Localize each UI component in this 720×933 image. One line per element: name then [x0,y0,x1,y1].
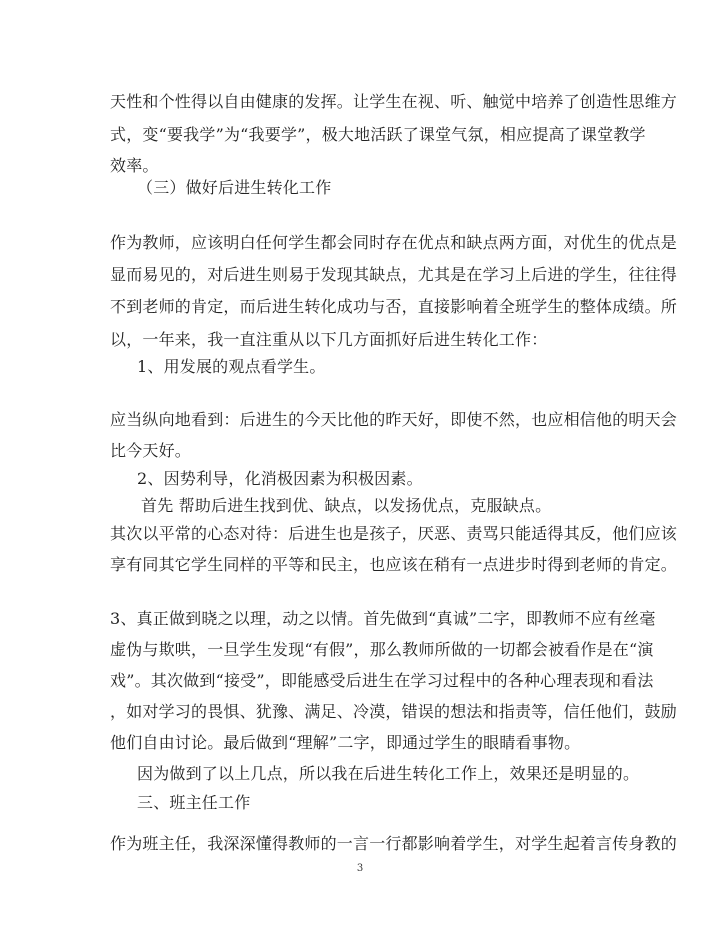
text-line: 效率。 [110,156,159,175]
text-line: 虚伪与欺哄，一旦学生发现“有假”，那么教师所做的一切都会被看作是在“演 [110,640,654,659]
text-line: 式，变“要我学”为“我要学”，极大地活跃了课堂气氛，相应提高了课堂教学 [110,125,646,144]
text-line: 其次以平常的心态对待：后进生也是孩子，厌恶、责骂只能适得其反，他们应该 [110,524,678,543]
text-line: 因为做到了以上几点，所以我在后进生转化工作上，效果还是明显的。 [137,764,640,783]
list-item-heading: 1、用发展的观点看学生。 [137,357,326,376]
text-line: ，如对学习的畏惧、犹豫、满足、冷漠，错误的想法和指责等，信任他们，鼓励 [110,702,678,721]
text-line: 3、真正做到晓之以理，动之以情。首先做到“真诚”二字，即教师不应有丝毫 [110,609,656,628]
text-line: 应当纵向地看到：后进生的今天比他的昨天好，即使不然，也应相信他的明天会 [110,410,678,429]
page-number: 3 [356,863,364,874]
text-line: 他们自由讨论。最后做到“理解”二字，即通过学生的眼睛看事物。 [110,733,581,752]
text-line: 显而易见的，对后进生则易于发现其缺点，尤其是在学习上后进的学生，往往得 [110,265,678,284]
text-line: 作为教师，应该明白任何学生都会同时存在优点和缺点两方面，对优生的优点是 [110,233,678,252]
text-line: 以，一年来，我一直注重从以下几方面抓好后进生转化工作： [110,330,548,349]
text-line: 作为班主任，我深深懂得教师的一言一行都影响着学生，对学生起着言传身教的 [110,834,678,853]
text-line: 天性和个性得以自由健康的发挥。让学生在视、听、触觉中培养了创造性思维方 [110,92,678,111]
section-heading: （三）做好后进生转化工作 [137,178,332,197]
section-heading: 三、班主任工作 [137,793,251,812]
text-line: 享有同其它学生同样的平等和民主，也应该在稍有一点进步时得到老师的肯定。 [110,555,678,574]
text-line: 比今天好。 [110,441,192,460]
text-line: 戏”。其次做到“接受”，即能感受后进生在学习过程中的各种心理表现和看法 [110,671,654,690]
text-line: 不到老师的肯定，而后进生转化成功与否，直接影响着全班学生的整体成绩。所 [110,297,678,316]
list-item-heading: 2、因势利导，化消极因素为积极因素。 [137,469,423,488]
text-line: 首先 帮助后进生找到优、缺点，以发扬优点，克服缺点。 [141,496,552,515]
